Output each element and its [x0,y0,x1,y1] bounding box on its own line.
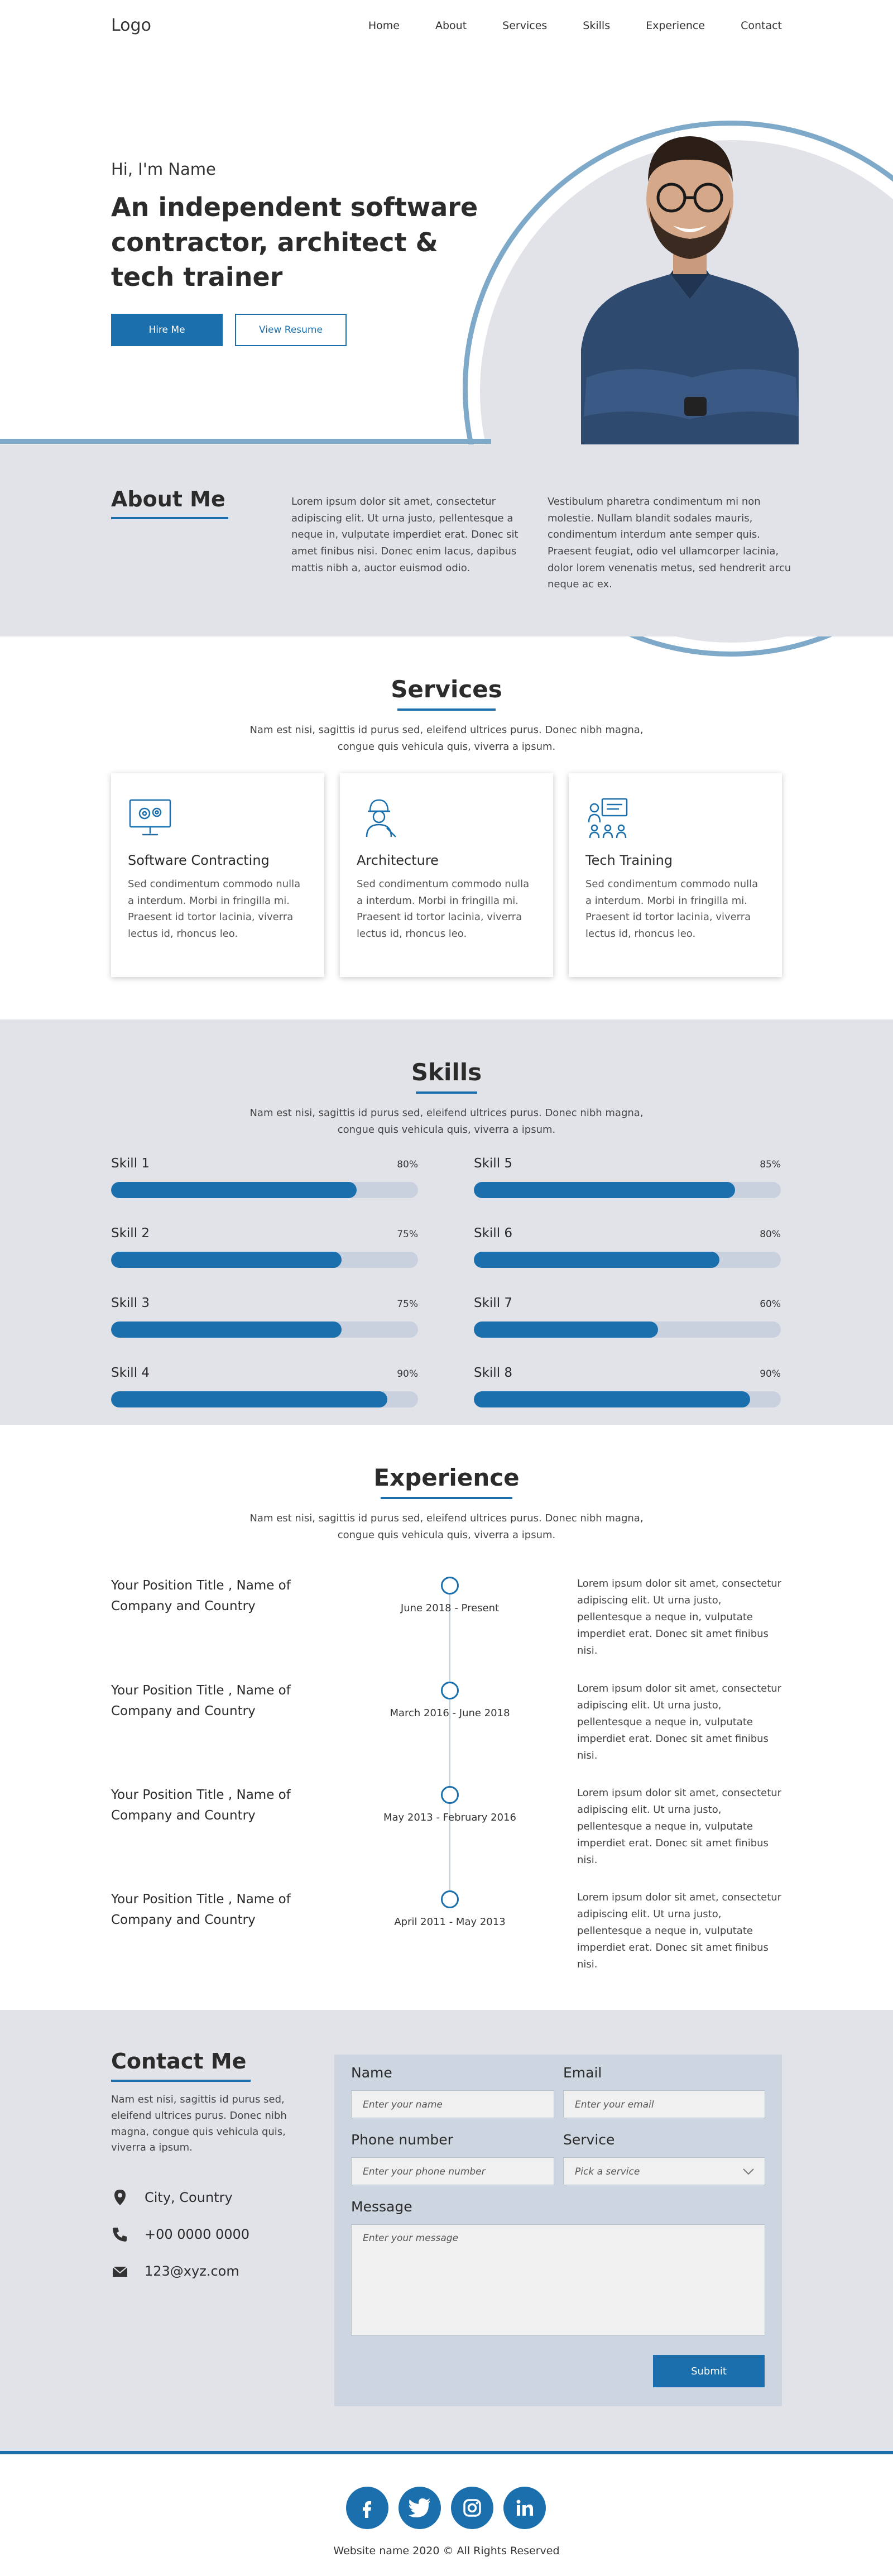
copyright-text: Website name 2020 © All Rights Reserved [333,2545,560,2557]
presentation-icon [585,796,630,839]
email-text: 123@xyz.com [145,2263,239,2279]
skill-name: Skill 5 [474,1156,513,1171]
skill-percent: 75% [397,1229,418,1240]
experience-item [0,1680,893,1781]
skill-header [474,1296,781,1310]
skill-percent: 60% [760,1299,781,1310]
phone-icon [111,2225,129,2243]
experience-underline [381,1497,512,1499]
skill-percent: 80% [760,1229,781,1240]
view-resume-button[interactable]: View Resume [235,314,347,346]
position-description: Lorem ipsum dolor sit amet, consectetur adipiscing elit. Ut urna justo, pellentesque a neque in, vulputate imperdiet erat. Donec sit amet finibus nisi. [577,1787,782,1866]
skill-progress-track [474,1182,781,1198]
nav-home[interactable]: Home [368,20,400,32]
position-date: March 2016 - June 2018 [390,1707,510,1719]
position-date: June 2018 - Present [400,1602,500,1614]
service-text: Sed condimentum commodo nulla a interdum. Morbi in fringilla mi. Praesent id tortor lacinia, viverra lectus id, rhoncus leo. [357,878,530,940]
service-card-training[interactable] [569,773,782,977]
skill-name: Skill 4 [111,1366,150,1380]
skill-item [111,1296,418,1338]
contact-email [111,2262,239,2280]
skill-item [111,1156,418,1198]
about-title: About Me [111,487,225,511]
timeline-dot [441,1682,459,1699]
skill-item [474,1296,781,1338]
skill-progress-track [111,1252,418,1268]
main-nav [368,20,782,32]
footer-divider [0,2451,893,2454]
skills-section [0,1019,893,1425]
contact-underline [111,2080,251,2082]
position-description: Lorem ipsum dolor sit amet, consectetur adipiscing elit. Ut urna justo, pellentesque a neque in, vulputate imperdiet erat. Donec sit amet finibus nisi. [577,1578,782,1657]
skill-progress-fill [474,1391,750,1407]
skill-header [111,1226,418,1241]
experience-title: Experience [373,1464,520,1491]
services-section [0,636,893,1019]
skill-progress-fill [111,1182,357,1198]
skill-progress-fill [111,1321,342,1338]
site-header [0,0,893,54]
hero-divider [0,439,491,444]
email-label: Email [563,2065,602,2081]
site-footer [0,2451,893,2574]
social-links [346,2487,546,2529]
nav-contact[interactable]: Contact [741,20,782,32]
experience-item [0,1785,893,1885]
services-cards [111,773,782,977]
location-text: City, Country [145,2190,233,2205]
skill-progress-fill [111,1252,342,1268]
about-underline [111,517,228,519]
service-title: Tech Training [585,853,673,868]
service-select[interactable] [563,2157,765,2185]
phone-input[interactable]: Enter your phone number [351,2157,554,2185]
skill-item [474,1366,781,1407]
services-underline [397,708,496,711]
service-title: Software Contracting [128,853,270,868]
service-text: Sed condimentum commodo nulla a interdum. Morbi in fringilla mi. Praesent id tortor lacinia, viverra lectus id, rhoncus leo. [128,878,301,940]
hero-headline: An independent software contractor, architect & tech trainer [111,192,478,293]
position-title: Your Position Title , Name of Company and Country [111,1683,291,1718]
skills-subtitle: Nam est nisi, sagittis id purus sed, eleifend ultrices purus. Donec nibh magna, congue quis vehicula quis, viverra a ipsum. [249,1107,644,1136]
contact-location [111,2189,233,2206]
timeline-dot [441,1786,459,1804]
hero-text [111,160,502,346]
about-paragraph-1: Lorem ipsum dolor sit amet, consectetur adipiscing elit. Ut urna justo, pellentesque a neque in, vulputate imperdiet erat. Donec sit amet finibus nisi. Donec enim lacus, dapibus mattis nibh a, auctor euismod odio. [291,496,518,574]
skill-header [111,1366,418,1380]
linkedin-icon[interactable] [503,2487,546,2529]
message-label: Message [351,2199,412,2215]
envelope-icon [111,2262,129,2280]
skill-progress-track [111,1321,418,1338]
experience-item [0,1889,893,1990]
hero-greeting: Hi, I'm Name [111,160,216,179]
phone-text: +00 0000 0000 [145,2227,250,2242]
timeline-dot [441,1577,459,1595]
logo[interactable]: Logo [111,16,151,35]
experience-item [0,1576,893,1676]
timeline-dot [441,1890,459,1908]
skill-header [474,1226,781,1241]
contact-section [0,2010,893,2451]
about-section [0,444,893,636]
skill-name: Skill 6 [474,1226,513,1241]
skill-progress-track [474,1321,781,1338]
skill-item [111,1366,418,1407]
position-date: April 2011 - May 2013 [394,1916,506,1928]
skill-name: Skill 3 [111,1296,150,1310]
hero-section [0,54,893,444]
chevron-down-icon [742,2168,755,2176]
skill-progress-fill [111,1391,387,1407]
skill-header [111,1156,418,1171]
experience-section [0,1425,893,2010]
nav-services[interactable]: Services [502,20,548,32]
nav-about[interactable]: About [435,20,467,32]
nav-skills[interactable]: Skills [583,20,611,32]
engineer-icon [357,796,401,839]
instagram-icon[interactable] [451,2487,493,2529]
service-title: Architecture [357,853,439,868]
profile-photo [564,115,815,444]
position-title: Your Position Title , Name of Company and Country [111,1578,291,1613]
skill-name: Skill 8 [474,1366,513,1380]
skill-progress-fill [474,1252,719,1268]
name-input[interactable]: Enter your name [351,2090,554,2118]
service-label: Service [563,2132,615,2148]
skill-percent: 90% [397,1368,418,1380]
skill-progress-track [474,1391,781,1407]
skills-underline [416,1091,477,1094]
skill-percent: 85% [760,1159,781,1170]
skills-grid [111,1156,782,1407]
skill-percent: 75% [397,1299,418,1310]
hire-me-button[interactable]: Hire Me [111,314,223,346]
contact-title: Contact Me [111,2049,247,2074]
name-label: Name [351,2065,392,2081]
skill-header [474,1156,781,1171]
skill-name: Skill 1 [111,1156,150,1171]
position-date: May 2013 - February 2016 [383,1812,516,1823]
message-textarea[interactable]: Enter your message [351,2224,765,2336]
skill-name: Skill 7 [474,1296,513,1310]
position-title: Your Position Title , Name of Company and Country [111,1788,291,1823]
skill-header [111,1296,418,1310]
skill-item [474,1226,781,1268]
location-pin-icon [111,2189,129,2206]
computer-gears-icon [128,796,172,839]
submit-button[interactable]: Submit [653,2355,765,2387]
service-text: Sed condimentum commodo nulla a interdum. Morbi in fringilla mi. Praesent id tortor lacinia, viverra lectus id, rhoncus leo. [585,878,758,940]
skill-progress-track [111,1391,418,1407]
hero-buttons [111,314,502,346]
position-description: Lorem ipsum dolor sit amet, consectetur adipiscing elit. Ut urna justo, pellentesque a neque in, vulputate imperdiet erat. Donec sit amet finibus nisi. [577,1683,782,1762]
service-card-software[interactable] [111,773,324,977]
email-input[interactable]: Enter your email [563,2090,765,2118]
skill-progress-track [474,1252,781,1268]
skills-title: Skills [411,1059,482,1086]
skill-item [474,1156,781,1198]
skill-header [474,1366,781,1380]
facebook-icon[interactable] [346,2487,388,2529]
contact-phone [111,2225,249,2243]
position-description: Lorem ipsum dolor sit amet, consectetur adipiscing elit. Ut urna justo, pellentesque a neque in, vulputate imperdiet erat. Donec sit amet finibus nisi. [577,1892,782,1971]
about-paragraph-2: Vestibulum pharetra condimentum mi non molestie. Nullam blandit sodales mauris, condimentum interdum ante semper quis. Praesent feugiat, odio vel ullamcorper lacinia, dolor lorem venenatis metus, sed hendrerit arcu neque ac ex. [548,496,791,591]
position-title: Your Position Title , Name of Company and Country [111,1892,291,1927]
skill-percent: 80% [397,1159,418,1170]
experience-subtitle: Nam est nisi, sagittis id purus sed, eleifend ultrices purus. Donec nibh magna, congue quis vehicula quis, viverra a ipsum. [249,1512,644,1541]
services-subtitle: Nam est nisi, sagittis id purus sed, eleifend ultrices purus. Donec nibh magna, congue quis vehicula quis, viverra a ipsum. [249,724,644,753]
phone-label: Phone number [351,2132,453,2148]
skill-progress-fill [474,1182,735,1198]
contact-intro: Nam est nisi, sagittis id purus sed, eleifend ultrices purus. Donec nibh magna, congue quis vehicula quis, viverra a ipsum. [111,2094,287,2154]
nav-experience[interactable]: Experience [646,20,705,32]
service-card-architecture[interactable] [340,773,553,977]
skill-progress-fill [474,1321,658,1338]
service-select-value: Pick a service [575,2166,640,2177]
skill-progress-track [111,1182,418,1198]
skill-name: Skill 2 [111,1226,150,1241]
skill-percent: 90% [760,1368,781,1380]
contact-form [334,2055,782,2406]
skill-item [111,1226,418,1268]
services-title: Services [391,676,502,703]
twitter-icon[interactable] [399,2487,441,2529]
